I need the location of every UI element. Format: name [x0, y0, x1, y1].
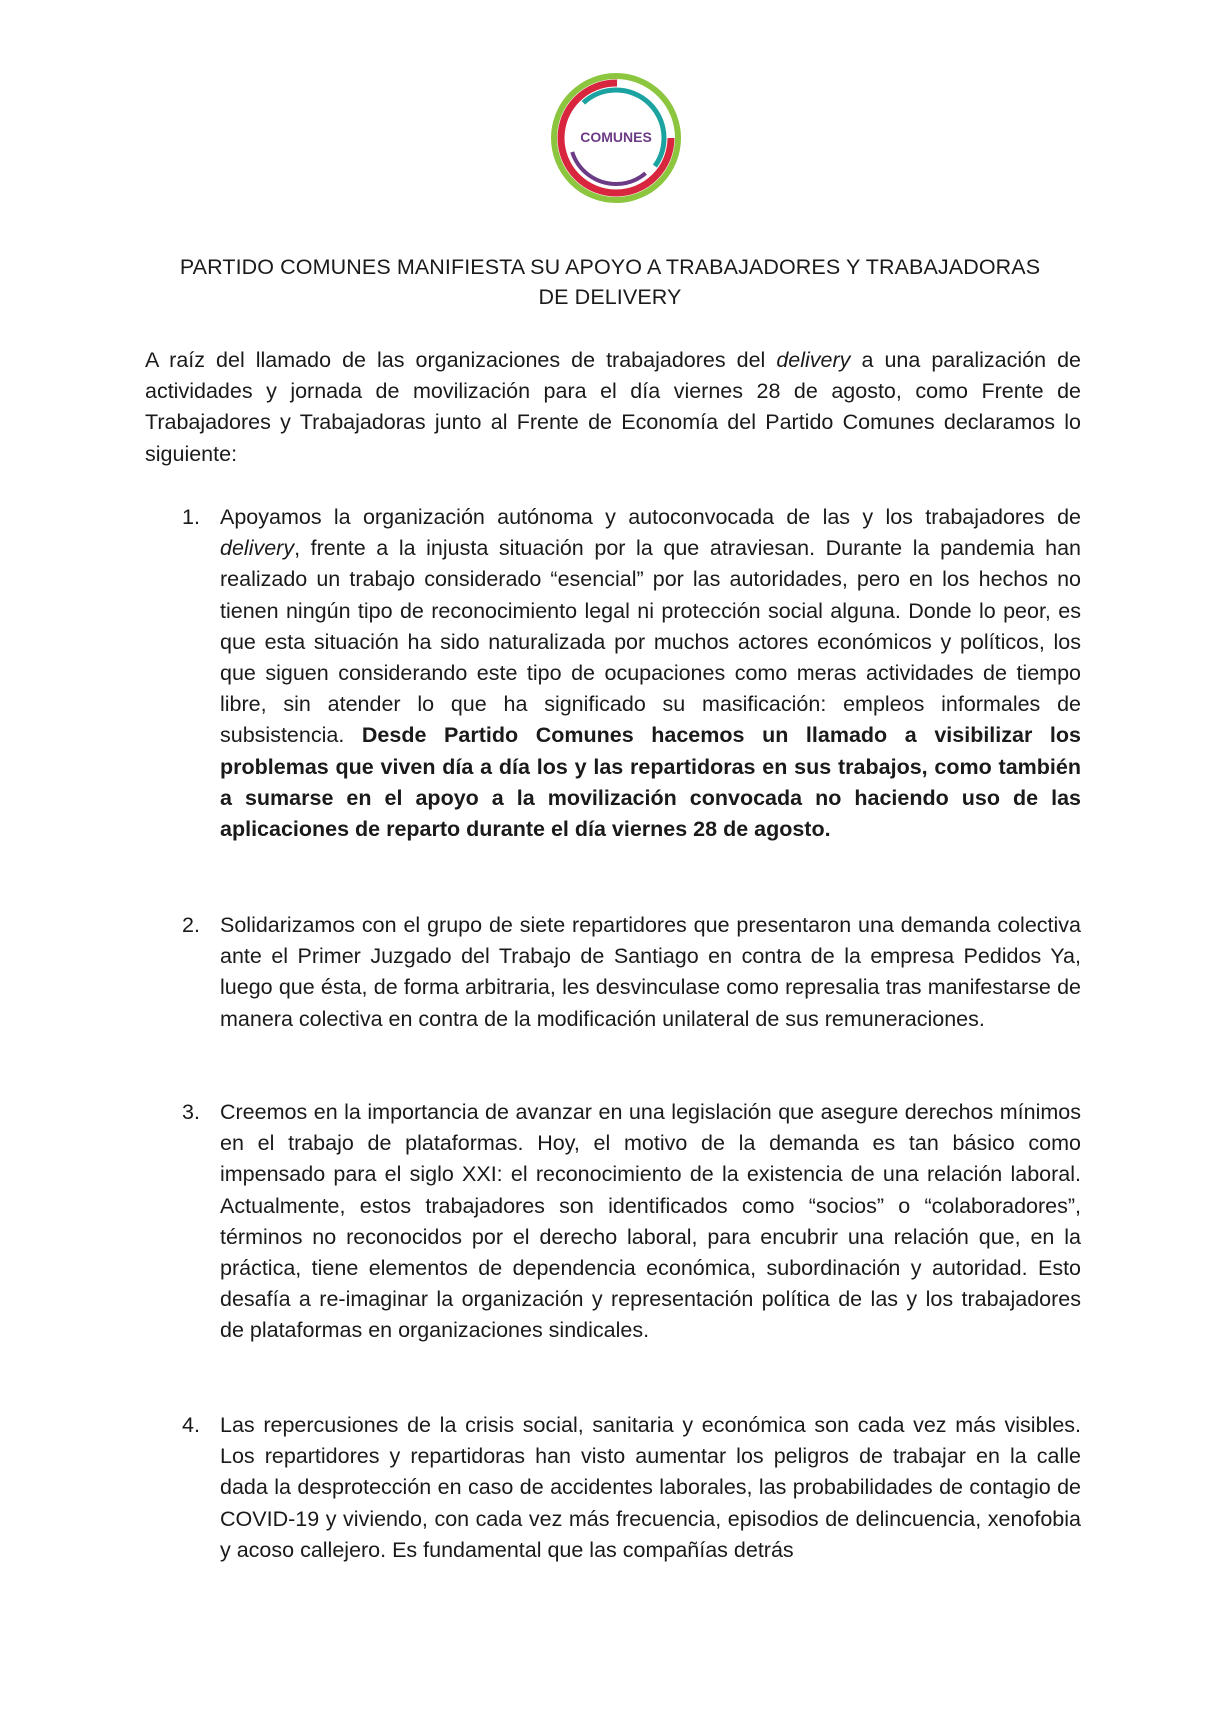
item-text: Creemos en la importancia de avanzar en una legislación que asegure derechos mínimos en el trabajo de plataformas. Hoy, el motivo de la demanda es tan básico como impensado para el siglo XXI: el reconocimiento de la existencia de una relación laboral. Actualmente, estos trabajadores son identificados como “socios” o “colaboradores”, términos no reconocidos por el derecho laboral, para encubrir una relación que, en la práctica, tiene elementos de dependencia económica, subordinación y autoridad. Esto desafía a re-imaginar la organización y representación política de las y los trabajadores de plataformas en organizaciones sindicales. — [220, 1100, 1081, 1343]
list-item — [182, 910, 1081, 1035]
list-number: 1. — [182, 505, 200, 529]
item-text: Solidarizamos con el grupo de siete repartidores que presentaron una demanda colectiva ante el Primer Juzgado del Trabajo de Santiago en contra de la empresa Pedidos Ya, luego que ésta, de forma arbitraria, les desvinculase como represalia tras manifestarse de manera colectiva en contra de la modificación unilateral de sus remuneraciones. — [220, 913, 1081, 1031]
list-number: 3. — [182, 1100, 200, 1124]
item-italic: delivery — [220, 536, 295, 561]
logo-text: COMUNES — [580, 129, 652, 145]
title-line-2: DE DELIVERY — [538, 285, 682, 309]
comunes-logo-icon — [548, 70, 684, 206]
item-bold-text: Desde Partido Comunes hacemos un llamado a visibilizar los problemas que viven día a día los y las repartidoras en sus trabajos, como también a sumarse en el apoyo a la movilización convocada no haciendo uso de las aplicaciones de reparto durante el día viernes 28 de agosto. — [220, 723, 1081, 842]
title-line-1: PARTIDO COMUNES MANIFIESTA SU APOYO A TRABAJADORES Y TRABAJADORAS — [179, 255, 1041, 279]
list-number: 4. — [182, 1413, 200, 1437]
list-item — [182, 1410, 1081, 1566]
intro-text-rest: a una paralización de actividades y jornada de movilización para el día viernes 28 de agosto, como Frente de Trabajadores y Trabajadoras junto al Frente de Economía del Partido Comunes declaramos lo siguiente: — [145, 348, 1081, 466]
item-text: Las repercusiones de la crisis social, sanitaria y económica son cada vez más visibles. Los repartidores y repartidoras han visto aumentar los peligros de trabajar en la calle dada la desprotección en caso de accidentes laborales, las probabilidades de contagio de COVID-19 y viviendo, con cada vez más frecuencia, episodios de delincuencia, xenofobia y acoso callejero. Es fundamental que las compañías detrás — [220, 1413, 1081, 1562]
list-number: 2. — [182, 913, 200, 937]
list-item — [182, 502, 1081, 845]
item-text: Apoyamos la organización autónoma y autoconvocada de las y los trabajadores de — [220, 505, 1081, 529]
comunes-logo — [548, 70, 684, 206]
document-title — [120, 252, 1100, 312]
intro-text: A raíz del llamado de las organizaciones de trabajadores del — [145, 348, 777, 372]
intro-italic: delivery — [776, 348, 851, 372]
intro-paragraph — [145, 345, 1081, 470]
item-text-rest: , frente a la injusta situación por la que atraviesan. Durante la pandemia han realizado un trabajo considerado “esencial” por las autoridades, pero en los hechos no tienen ningún tipo de reconocimiento legal ni protección social alguna. Donde lo peor, es que esta situación ha sido naturalizada por muchos actores económicos y políticos, los que siguen considerando este tipo de ocupaciones como meras actividades de tiempo libre, sin atender lo que ha significado su masificación: empleos informales de subsistencia. — [220, 536, 1081, 748]
list-item — [182, 1097, 1081, 1347]
